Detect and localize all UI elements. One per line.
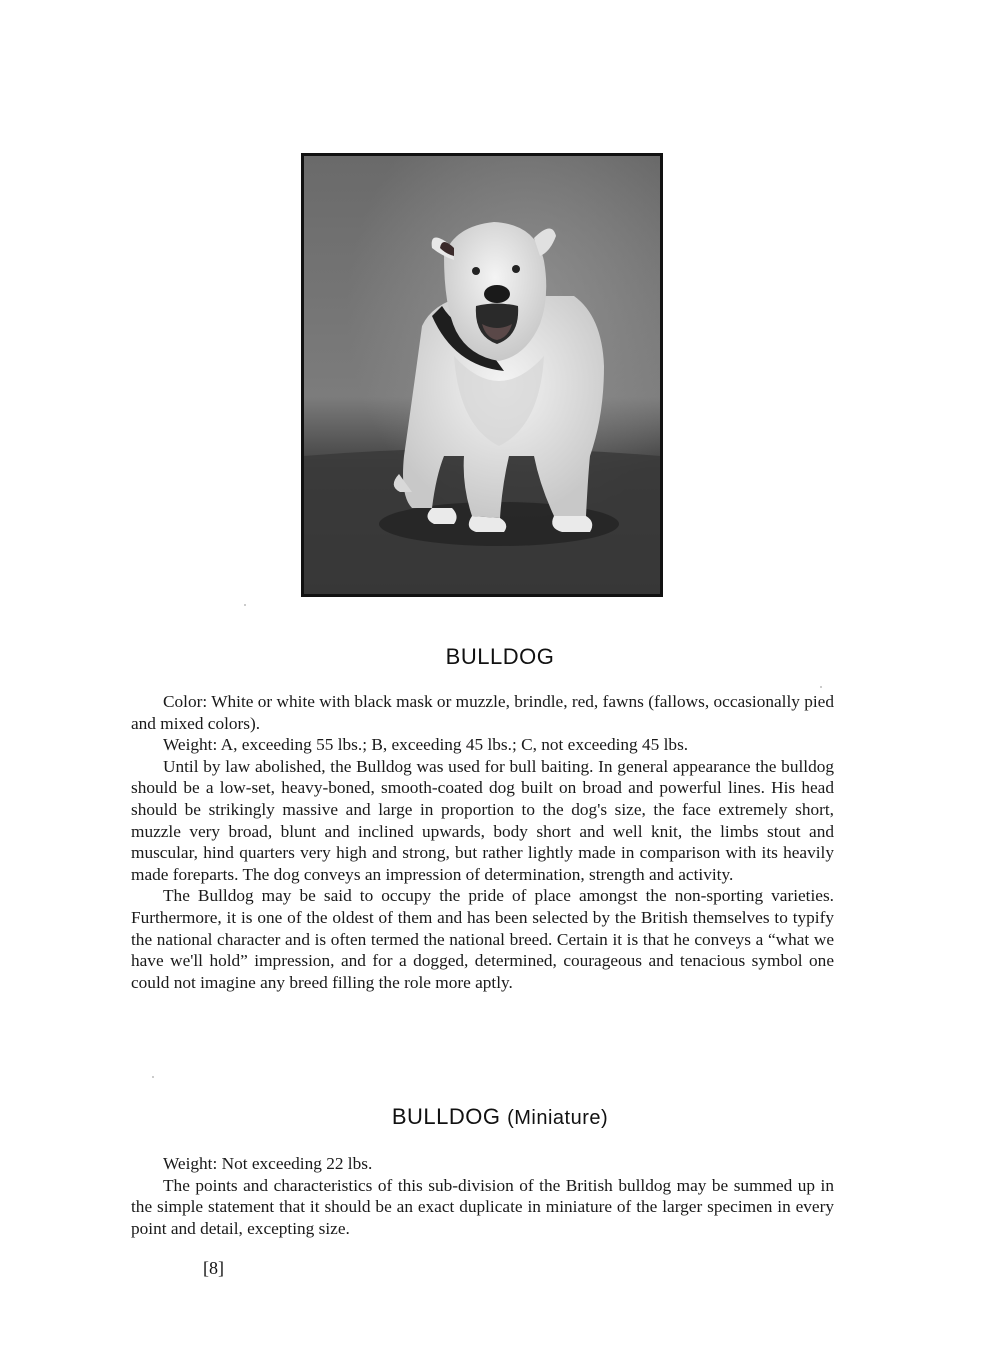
miniature-weight-paragraph: Weight: Not exceeding 22 lbs.: [163, 1154, 373, 1173]
bulldog-illustration: [304, 156, 660, 594]
history-paragraph: Until by law abolished, the Bulldog was used for bull baiting. In general appearance the bulldog should be a low-set, heavy-boned, smooth-coated dog built on broad and powerful lines. His head should be strikingly massive and large in proportion to the dog's size, the face extremely short, muzzle very broad, blunt and inclined upwards, body short and well knit, the limbs stout and muscular, hind quarters very high and strong, but rather lightly made in comparison with its heavily made foreparts. The dog conveys an impression of determination, strength and activity.: [131, 756, 834, 884]
section-title-text: BULLDOG: [391, 1104, 501, 1129]
paper-speck: [152, 1076, 154, 1078]
paper-speck: [244, 604, 246, 606]
page-number: [8]: [203, 1258, 224, 1278]
character-paragraph: The Bulldog may be said to occupy the pride of place amongst the non-sporting varieties. Furthermore, it is one of the oldest of them and has been selected by the British themselves to typify the national character and is often termed the national breed. Certain it is that he conveys a “what we have we'll hold” impression, and for a dogged, determined, courageous and tenacious symbol one could not imagine any breed filling the role more aptly.: [131, 886, 834, 992]
miniature-points-paragraph: The points and characteristics of this sub-division of the British bulldog may be summed up in the simple statement that it should be an exact duplicate in miniature of the larger specimen in every point and detail, excepting size.: [131, 1175, 834, 1238]
bulldog-photo: [301, 153, 663, 597]
section-title-bulldog-miniature: [0, 1104, 1000, 1130]
section-title-text: BULLDOG: [445, 644, 555, 669]
bulldog-description: [131, 691, 834, 993]
paper-speck: [820, 686, 822, 688]
section-subtitle-text: (Miniature): [507, 1107, 609, 1129]
color-paragraph: Color: White or white with black mask or muzzle, brindle, red, fawns (fallows, occasionally pied and mixed colors).: [131, 692, 834, 733]
section-title-bulldog: [0, 644, 1000, 670]
miniature-description: [131, 1153, 834, 1239]
weight-paragraph: Weight: A, exceeding 55 lbs.; B, exceeding 45 lbs.; C, not exceeding 45 lbs.: [163, 735, 689, 755]
